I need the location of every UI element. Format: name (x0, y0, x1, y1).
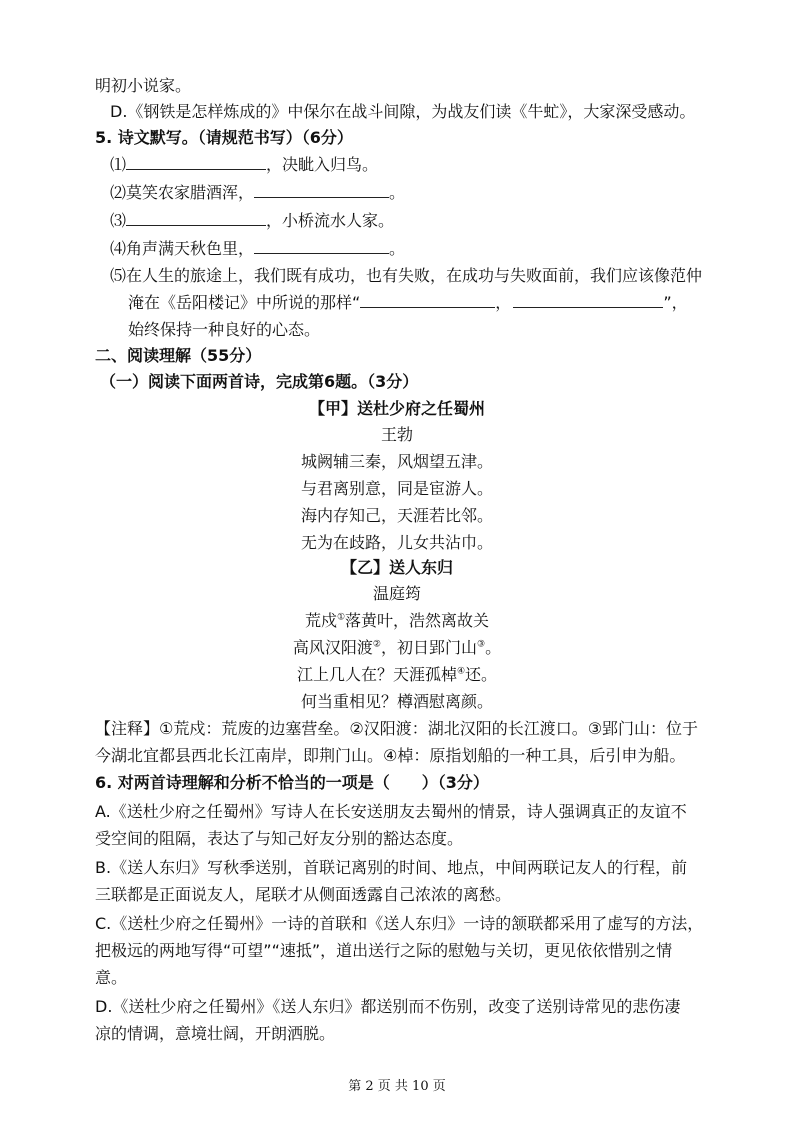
q6-option-a: A.《送杜少府之任蜀州》写诗人在长安送朋友去蜀州的情景，诗人强调真正的友谊不 (95, 802, 687, 821)
subsection-title: （一）阅读下面两首诗，完成第6题。（3分） (100, 372, 419, 391)
q6-option-b: 三联都是正面说友人，尾联才从侧面透露自己浓浓的离愁。 (95, 885, 512, 904)
q6-option-c: 把极远的两地写得“可望”“速抵”，道出送行之际的慰勉与关切，更见依依惜别之情 (95, 941, 673, 960)
poem-b-title: 【乙】送人东归 (340, 558, 453, 577)
poem-a-line: 无为在歧路，儿女共沾巾。 (300, 533, 493, 552)
q5-title: 5. 诗文默写。（请规范书写）（6分） (95, 128, 353, 147)
q5-item-5-text-a: 淹在《岳阳楼记》中所说的那样“ (128, 293, 361, 312)
poem-b-text: ，初日郢门山 (380, 638, 477, 657)
q5-item-1-text: ，决眦入归鸟。 (266, 155, 379, 174)
q5-item-1-number: ⑴ (110, 155, 127, 174)
poem-b-text: 落黄叶，浩然离故关 (345, 611, 490, 630)
q5-item-3 (110, 211, 394, 231)
poem-a-title: 【甲】送杜少府之任蜀州 (308, 399, 485, 418)
notes-line: 今湖北宜都县西北长江南岸，即荆门山。④棹：原指划船的一种工具，后引申为船。 (95, 746, 686, 765)
q5-item-4 (110, 239, 405, 259)
answer-blank[interactable] (513, 293, 663, 308)
q6-option-c: C.《送杜少府之任蜀州》一诗的首联和《送人东归》一诗的颔联都采用了虚写的方法， (95, 914, 704, 933)
footnote-marker: ② (372, 639, 381, 650)
answer-blank[interactable] (254, 239, 389, 254)
q5-item-5-text-c: ”， (663, 293, 688, 312)
poem-b-line (0, 611, 794, 631)
poem-a-line: 与君离别意，同是宦游人。 (300, 479, 493, 498)
q5-item-5-text-b: ， (495, 293, 512, 312)
notes-line: 【注释】①荒戍：荒废的边塞营垒。②汉阳渡：湖北汉阳的长江渡口。③郢门山：位于 (95, 719, 699, 738)
footnote-marker: ③ (477, 639, 486, 650)
q5-item-4-text: ⑷角声满天秋色里， (110, 239, 255, 258)
q5-item-3-number: ⑶ (110, 211, 127, 230)
q6-option-b: B.《送人东归》写秋季送别，首联记离别的时间、地点，中间两联记友人的行程，前 (95, 858, 688, 877)
q6-option-d: D.《送杜少府之任蜀州》《送人东归》都送别而不伤别，改变了送别诗常见的悲伤凄 (95, 997, 681, 1016)
footnote-marker: ④ (456, 666, 466, 677)
q5-item-5-line1: ⑸在人生的旅途上，我们既有成功，也有失败，在成功与失败面前，我们应该像范仲 (110, 266, 703, 285)
poem-b-line (0, 665, 794, 685)
q5-item-3-text: ，小桥流水人家。 (266, 211, 395, 230)
section-title: 二、阅读理解（55分） (95, 346, 262, 365)
q5-item-5-line3: 始终保持一种良好的心态。 (128, 320, 321, 339)
q6-option-c: 意。 (95, 968, 128, 987)
poem-b-line: 何当重相见？樽酒慰离颜。 (300, 692, 493, 711)
q5-item-1 (110, 155, 378, 175)
answer-blank[interactable] (254, 183, 389, 198)
poem-b-text: 江上几人在？天涯孤棹 (296, 665, 457, 684)
q5-item-4-end: 。 (389, 239, 406, 258)
poem-b-text: 高风汉阳渡 (292, 638, 373, 657)
answer-blank[interactable] (126, 211, 266, 226)
q5-item-5-line2 (128, 293, 688, 313)
q5-item-2-text: ⑵莫笑农家腊酒浑， (110, 183, 255, 202)
page-number: 第 2 页 共 10 页 (348, 1079, 446, 1094)
poem-b-text: 还。 (465, 665, 498, 684)
prev-option-d: D.《钢铁是怎样炼成的》中保尔在战斗间隙，为战友们读《牛虻》，大家深受感动。 (110, 102, 696, 121)
footnote-marker: ① (336, 612, 346, 623)
poem-a-line: 海内存知己，天涯若比邻。 (300, 506, 493, 525)
poem-b-text: 荒戍 (304, 611, 337, 630)
q6-option-d: 凉的情调，意境壮阔，开朗洒脱。 (95, 1024, 336, 1043)
poem-b-author: 温庭筠 (372, 584, 421, 603)
answer-blank[interactable] (360, 293, 495, 308)
q6-option-a: 受空间的阻隔，表达了与知己好友分别的豁达态度。 (95, 829, 464, 848)
poem-b-text: 。 (485, 638, 502, 657)
q5-item-2-end: 。 (389, 183, 406, 202)
poem-b-line (0, 638, 794, 658)
q5-item-2 (110, 183, 405, 203)
q6-title: 6. 对两首诗理解和分析不恰当的一项是（ ）（3分） (95, 773, 489, 792)
answer-blank[interactable] (126, 155, 266, 170)
poem-a-author: 王勃 (380, 425, 413, 444)
poem-a-line: 城阙辅三秦，风烟望五津。 (300, 452, 493, 471)
prev-text-line: 明初小说家。 (95, 76, 192, 95)
